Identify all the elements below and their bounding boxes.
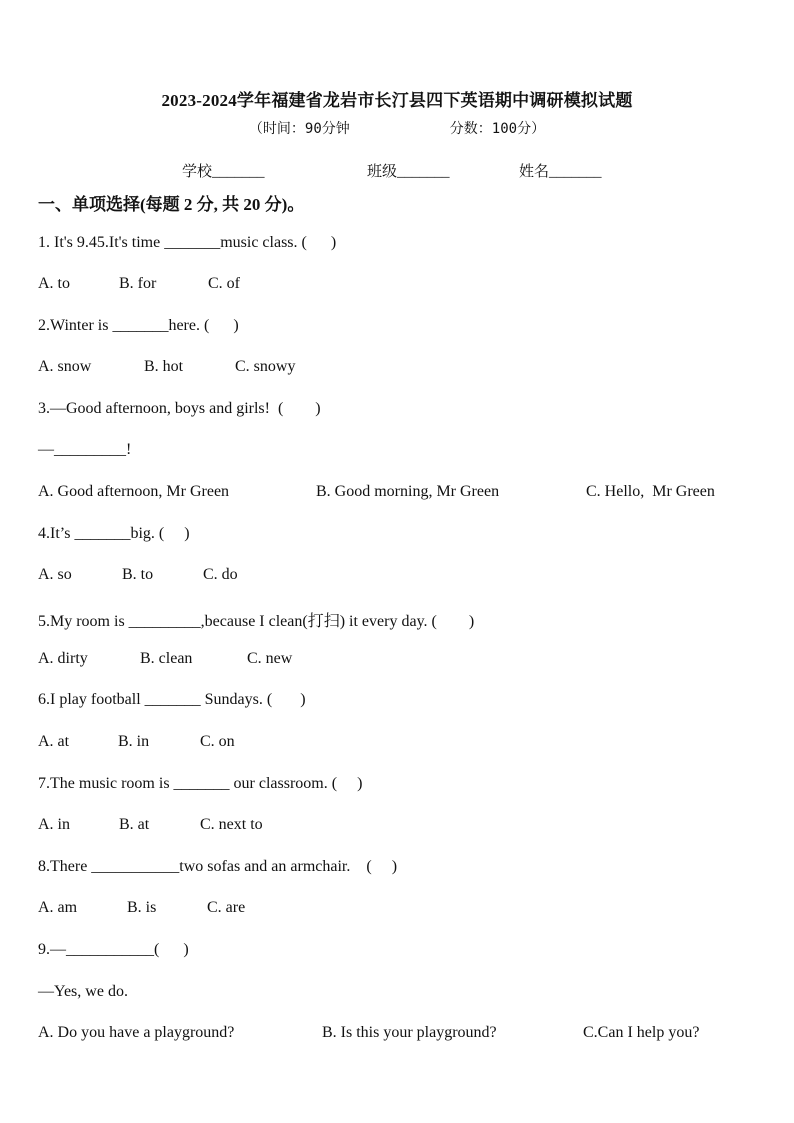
question-2-option-c[interactable]: C. snowy	[235, 358, 296, 375]
question-7-option-c[interactable]: C. next to	[200, 816, 263, 833]
question-1-option-a[interactable]: A. to	[38, 275, 70, 292]
question-6-option-c[interactable]: C. on	[200, 733, 235, 750]
question-3-stem: 3.—Good afternoon, boys and girls! ( )	[38, 400, 321, 417]
question-5-option-a[interactable]: A. dirty	[38, 650, 88, 667]
question-4-option-c[interactable]: C. do	[203, 566, 238, 583]
question-9-option-b[interactable]: B. Is this your playground?	[322, 1024, 497, 1041]
question-3-option-b[interactable]: B. Good morning, Mr Green	[316, 483, 500, 500]
question-1-option-b[interactable]: B. for	[119, 275, 157, 292]
question-7-option-a[interactable]: A. in	[38, 816, 70, 833]
question-5-option-b[interactable]: B. clean	[140, 650, 193, 667]
question-9-response: —Yes, we do.	[38, 983, 128, 1000]
exam-meta	[0, 118, 794, 138]
question-4-option-b[interactable]: B. to	[122, 566, 154, 583]
question-3-option-a[interactable]: A. Good afternoon, Mr Green	[38, 483, 230, 500]
question-5-stem: 5.My room is _________,because I clean(打扫) it every day. ( )	[38, 613, 475, 630]
question-9-stem: 9.—___________( )	[38, 941, 189, 958]
question-8-option-b[interactable]: B. is	[127, 899, 157, 916]
question-6-option-b[interactable]: B. in	[118, 733, 150, 750]
school-field: 学校_______	[182, 164, 265, 180]
question-9-option-a[interactable]: A. Do you have a playground?	[38, 1024, 235, 1041]
question-5-option-c[interactable]: C. new	[247, 650, 293, 667]
section-heading: 一、单项选择(每题 2 分, 共 20 分)。	[38, 195, 305, 214]
question-3-option-c[interactable]: C. Hello, Mr Green	[586, 483, 715, 500]
question-2-option-b[interactable]: B. hot	[144, 358, 184, 375]
question-6-stem: 6.I play football _______ Sundays. ( )	[38, 691, 306, 708]
question-8-option-c[interactable]: C. are	[207, 899, 246, 916]
question-1-option-c[interactable]: C. of	[208, 275, 240, 292]
question-9-option-c[interactable]: C.Can I help you?	[583, 1024, 700, 1041]
question-4-option-a[interactable]: A. so	[38, 566, 72, 583]
question-3-response: —_________!	[38, 441, 132, 458]
question-7-stem: 7.The music room is _______ our classroom. ( )	[38, 775, 363, 792]
question-8-option-a[interactable]: A. am	[38, 899, 78, 916]
class-field: 班级_______	[367, 164, 450, 180]
question-7-option-b[interactable]: B. at	[119, 816, 150, 833]
time-limit: （时间：90分钟	[248, 121, 350, 137]
name-field: 姓名_______	[519, 164, 602, 180]
question-1-stem: 1. It's 9.45.It's time _______music class. ( )	[38, 234, 337, 251]
total-score: 分数：100分）	[449, 121, 546, 137]
question-2-stem: 2.Winter is _______here. ( )	[38, 317, 239, 334]
question-4-stem: 4.It’s _______big. ( )	[38, 525, 190, 542]
question-2-option-a[interactable]: A. snow	[38, 358, 92, 375]
question-6-option-a[interactable]: A. at	[38, 733, 70, 750]
page-title: 2023-2024学年福建省龙岩市长汀县四下英语期中调研模拟试题	[161, 91, 633, 110]
question-8-stem: 8.There ___________two sofas and an armchair. ( )	[38, 858, 398, 875]
